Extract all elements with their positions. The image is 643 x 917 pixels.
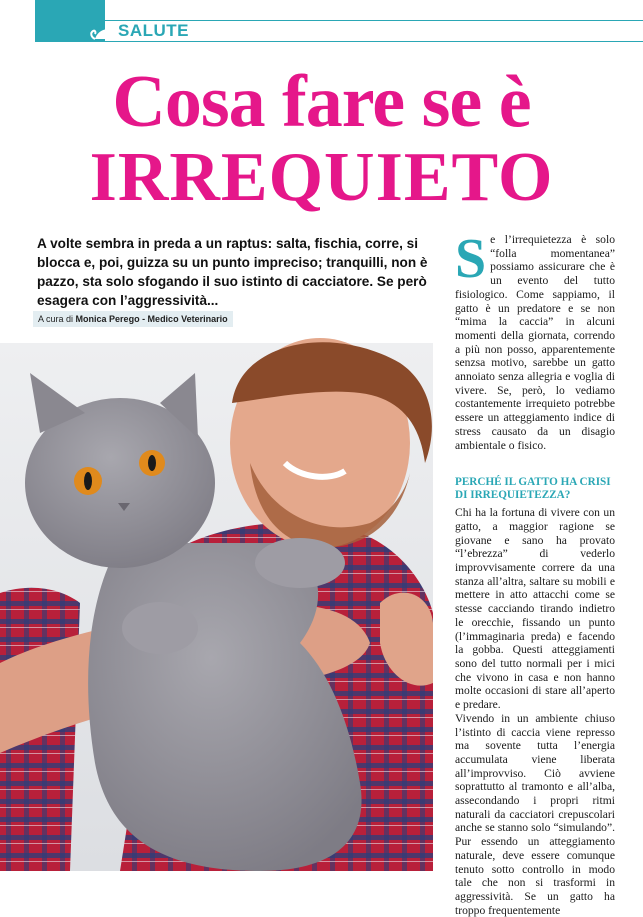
section-color-block xyxy=(35,0,105,42)
lead-paragraph: A volte sembra in preda a un raptus: salta, fischia, corre, si blocca e, poi, guizza su un punto impreciso; tranquilli, non è pazzo, sta solo sfogando il suo istinto di cacciatore. Se però esagera con l’aggressività... xyxy=(37,236,428,308)
page-title-line-1: Cosa fare se è xyxy=(112,61,531,143)
header-rule-bottom xyxy=(105,41,643,42)
man-holding-grey-cat-photo xyxy=(0,343,433,871)
body-paragraph-1: Chi ha la fortuna di vivere con un gatto, a maggior ragione se giovane e sano ha provato “l’ebrezza” di vederlo improvvisamente correre da una stanza all’altra, saltare su mobili e mettere in atto attacchi come se stesse cacciando tirando indietro le orecchie, fissando un punto (l’immaginaria preda) e facendo la gobba. Questi atteggiamenti sono del tutto normali per i mici che vivono in casa e non hanno molte occasioni di stare all’aperto e predare. xyxy=(455,506,615,712)
intro-paragraph: e l’irrequietezza è solo “folla momentanea” possiamo assicurare che è un evento del tutto fisiologico. Come sappiamo, il gatto è un predatore e se non “mima la caccia” in alcuni momenti della giornata, correndo a più non posso, apparentemente senzsa motivo, sarebbe un gatto annoiato senza allegria e voglia di vivere. Se, però, lo vediamo costantemente irrequieto potrebbe essere un atteggiamento indice di stress causato da un disagio ambientale o fisico. xyxy=(455,233,615,452)
body-paragraph-2: Vivendo in un ambiente chiuso l’istinto di caccia viene represso ma sovente tutta l’energia accumulata viene liberata all’improvviso. Ciò avviene soprattutto al tramonto e all’alba, assecondando i propri ritmi naturali da cacciatori crepuscolari anche se stanno solo “simulando”. Pur essendo un atteggiamento naturale, deve essere comunque tenuto sotto controllo in modo tale che non si trasformi in aggressività. Se un gatto ha troppo frequentemente xyxy=(455,711,615,917)
drop-cap: S xyxy=(455,228,487,290)
page-title-line-2: IRREQUIETO xyxy=(89,139,554,216)
section-label: SALUTE xyxy=(118,21,189,40)
byline-author: Monica Perego - Medico Veterinario xyxy=(75,314,228,324)
byline xyxy=(33,311,233,327)
section-subhead: PERCHÉ IL GATTO HA CRISI DI IRREQUIETEZZA? xyxy=(455,476,611,502)
article-photo xyxy=(0,343,433,871)
article-column xyxy=(455,228,615,917)
byline-prefix: A cura di xyxy=(38,314,74,324)
